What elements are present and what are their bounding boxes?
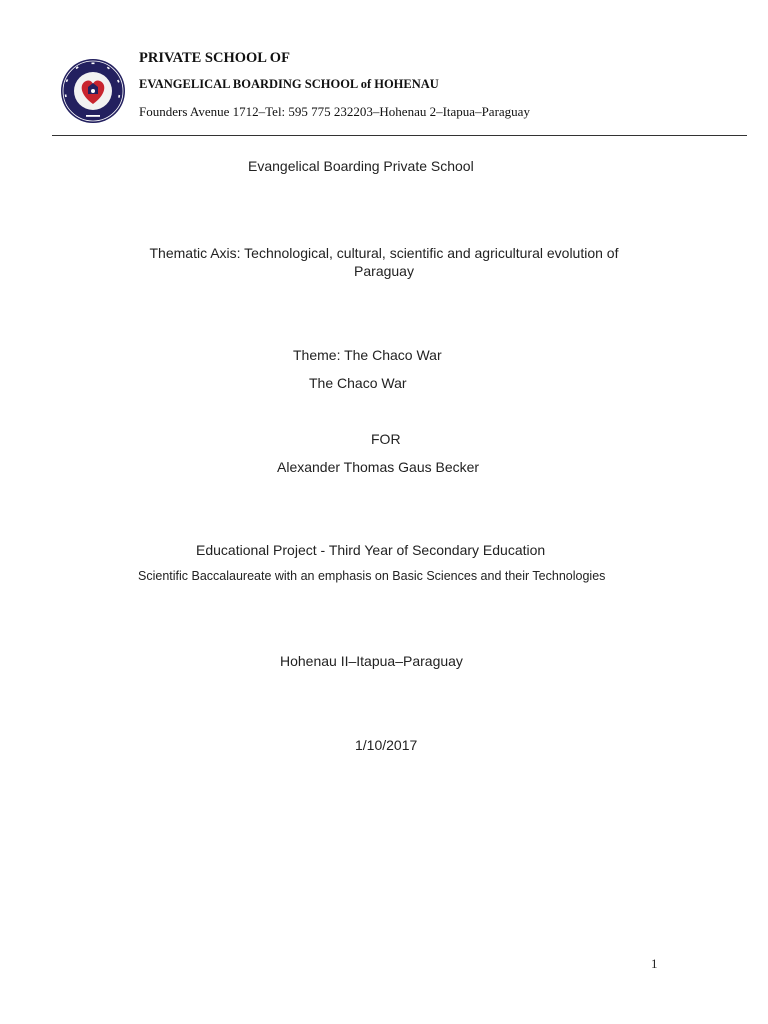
document-date: 1/10/2017	[355, 737, 418, 753]
project-title: Educational Project - Third Year of Secondary Education	[196, 542, 546, 558]
page-number: 1	[651, 956, 658, 971]
theme-line-1: Theme: The Chaco War	[293, 347, 442, 363]
thematic-axis-line-2: Paraguay	[354, 263, 414, 279]
author-name: Alexander Thomas Gaus Becker	[277, 459, 480, 475]
emphasis-line: Scientific Baccalaureate with an emphasis on Basic Sciences and their Technologies	[138, 569, 606, 583]
thematic-axis-line-1: Thematic Axis: Technological, cultural, scientific and agricultural evolution of	[149, 245, 619, 261]
location-line: Hohenau II–Itapua–Paraguay	[280, 653, 463, 669]
for-label: FOR	[371, 431, 401, 447]
school-name: Evangelical Boarding Private School	[248, 158, 474, 174]
header-school-name: EVANGELICAL BOARDING SCHOOL of HOHENAU	[139, 77, 439, 91]
header-title: PRIVATE SCHOOL OF	[139, 50, 290, 66]
header-divider	[52, 135, 747, 136]
header-address: Founders Avenue 1712–Tel: 595 775 232203–Hohenau 2–Itapua–Paraguay	[139, 104, 530, 119]
theme-line-2: The Chaco War	[309, 375, 407, 391]
school-seal-icon	[60, 58, 126, 124]
